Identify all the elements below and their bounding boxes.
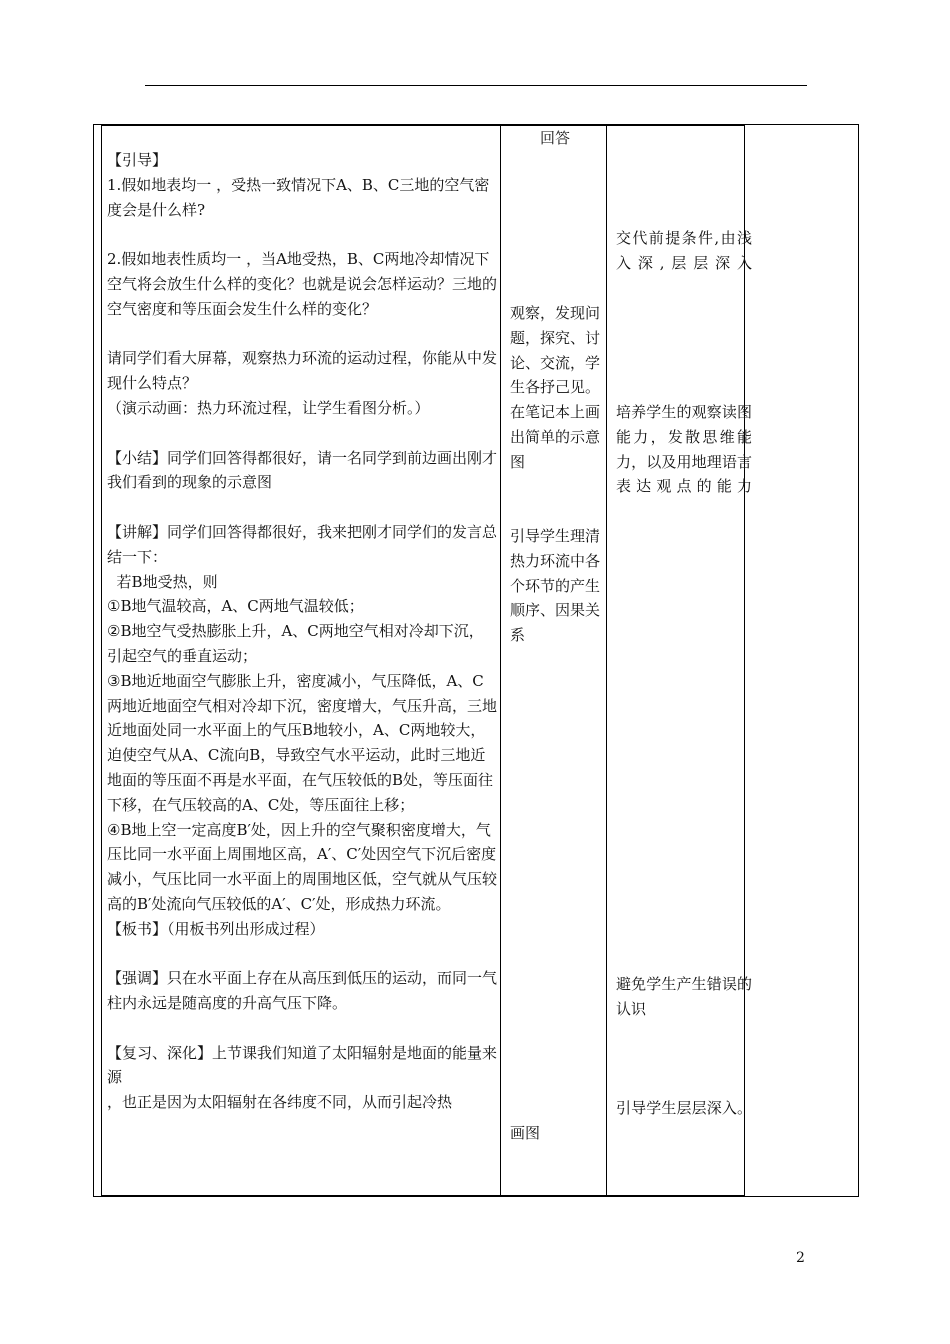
table-inner-left-border [101, 124, 102, 1197]
student-activity-observe: 观察，发现问题，探究、讨论、交流，学生各抒己见。在笔记本上画出简单的示意图 [510, 304, 600, 471]
blackboard-note: 【板书】（用板书列出形成过程） [107, 919, 325, 938]
explanation-point-1: ①B地气温较高，A、C两地气温较低； [107, 597, 364, 616]
explanation-point-2: ②B地空气受热膨胀上升，A、C两地空气相对冷却下沉，引起空气的垂直运动； [107, 622, 484, 665]
design-intent-block-3 [616, 972, 752, 1022]
explanation-intro: 【讲解】同学们回答得都很好，我来把刚才同学们的发言总结一下： [107, 522, 497, 566]
blank-line [107, 421, 497, 446]
table-bottom-inner-border [101, 1195, 744, 1196]
review-paragraph: 【复习、深化】上节课我们知道了太阳辐射是地面的能量来源 [107, 1043, 497, 1087]
observation-prompt: 请同学们看大屏幕，观察热力环流的运动过程，你能从中发现什么特点？ [107, 349, 497, 393]
design-note-premise: 交代前提条件,由浅入深,层层深入 [616, 229, 752, 272]
design-note-skills: 培养学生的观察读图能力，发散思维能力，以及用地理语言表达观点的能力 [616, 403, 752, 496]
explanation-condition: 若B地受热，则 [107, 572, 218, 591]
design-note-misconception: 避免学生产生错误的认识 [616, 975, 752, 1018]
guide-question-1: 1.假如地表均一 ，受热一致情况下A、B、C三地的空气密度会是什么样? [107, 175, 490, 219]
header-rule [145, 85, 807, 86]
page-number: 2 [796, 1250, 805, 1266]
review-continuation: ，也正是因为太阳辐射在各纬度不同，从而引起冷热 [107, 1093, 453, 1112]
column-divider-3 [744, 124, 745, 1197]
guide-heading: 【引导】 [107, 151, 168, 169]
blank-line [107, 1016, 497, 1041]
blank-line [107, 322, 497, 347]
column-divider-1 [500, 124, 501, 1197]
student-activity-draw: 画图 [510, 1124, 541, 1142]
column-divider-2 [606, 124, 607, 1197]
design-intent-block-4 [616, 1096, 752, 1121]
blank-line [107, 222, 497, 247]
design-intent-block-1 [616, 226, 752, 276]
emphasis-paragraph: 【强调】只在水平面上存在从高压到低压的运动，而同一气柱内永远是随高度的升高气压下降。 [107, 969, 497, 1013]
summary-paragraph: 【小结】同学们回答得都很好，请一名同学到前边画出刚才我们看到的现象的示意图 [107, 448, 497, 492]
guide-question-2: 2.假如地表性质均一 ，当A地受热，B、C两地冷却情况下空气将会放生什么样的变化？也就是说会怎样运动？三地的空气密度和等压面会发生什么样的变化？ [107, 250, 497, 318]
student-answer-label: 回答 [539, 129, 570, 147]
design-intent-block-2 [616, 400, 752, 499]
animation-note: （演示动画：热力环流过程，让学生看图分析。） [107, 398, 430, 417]
student-activity-column [510, 124, 600, 151]
explanation-point-4: ④B地上空一定高度B′处，因上升的空气聚积密度增大，气压比同一水平面上周围地区高，A′、C′处因空气下沉后密度减小，气压比同一水平面上的周围地区低，空气就从气压较高的B′处流向气压较低的A′、C′处，形成热力环流。 [107, 820, 497, 913]
blank-line [107, 495, 497, 520]
design-note-deepen: 引导学生层层深入。 [616, 1099, 752, 1117]
student-activity-block-2 [510, 524, 600, 648]
teaching-process-column [107, 124, 497, 1115]
explanation-point-3: ③B地近地面空气膨胀上升，密度减小，气压降低，A、C两地近地面空气相对冷却下沉，密度增大，气压升高，三地近地面处同一水平面上的气压B地较小，A、C两地较大，迫使空气从A、C流向B，导致空气水平运动，此时三地近地面的等压面不再是水平面，在气压较低的B处，等压面往下移，在气压较高的A、C处，等压面往上移； [107, 671, 497, 814]
student-activity-block-1 [510, 301, 600, 475]
student-activity-clarify: 引导学生理清热力环流中各个环节的产生顺序、因果关系 [510, 527, 600, 645]
student-activity-block-3 [510, 1121, 600, 1146]
blank-line [107, 942, 497, 967]
